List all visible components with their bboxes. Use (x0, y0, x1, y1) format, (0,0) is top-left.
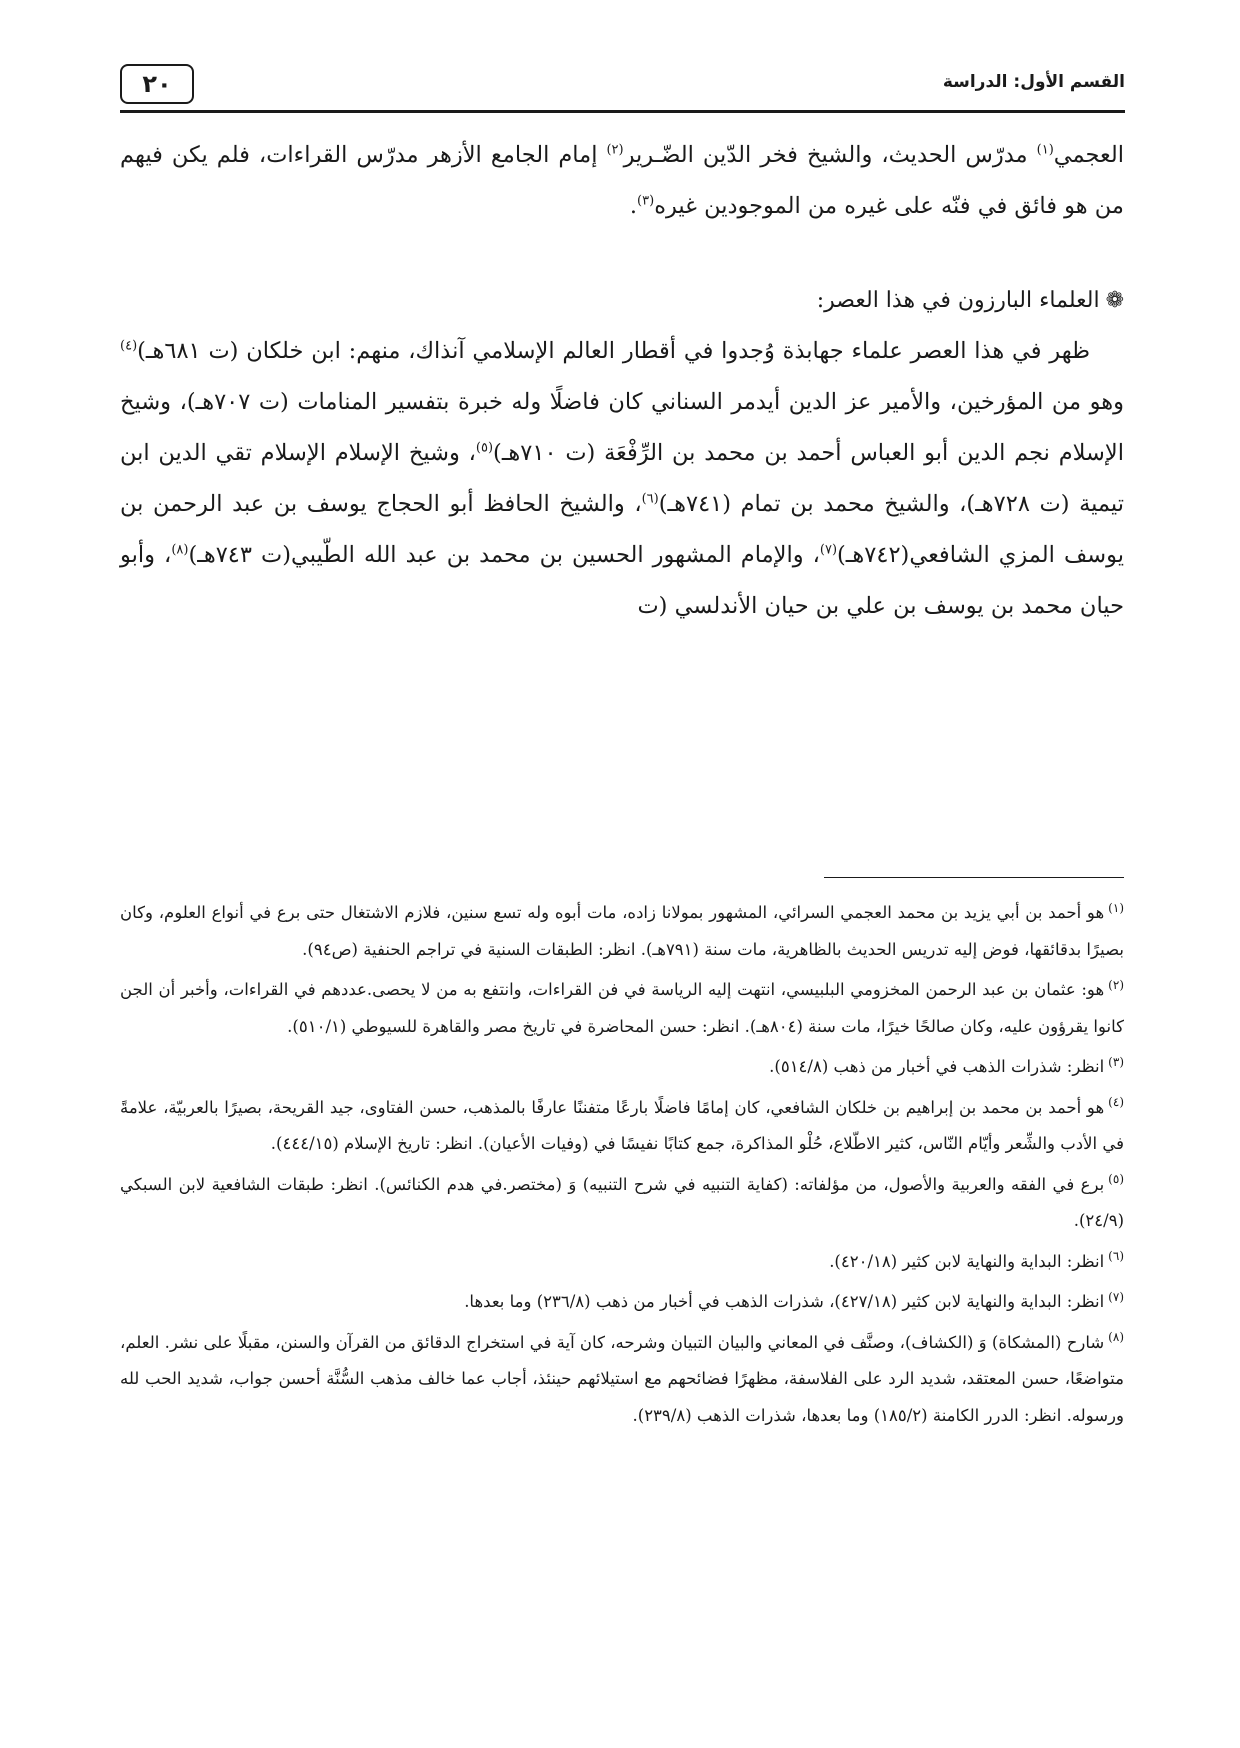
text-run: وهو من المؤرخين، والأمير عز الدين أيدمر السناني كان فاضلًا وله خبرة بتفسير المنامات (ت ٧٠٧هـ)، وشيخ الإسلام نجم الدين أبو العباس أحمد بن محمد بن الرِّفْعَة (ت ٧١٠هـ) (120, 389, 1124, 466)
paragraph-2 (120, 326, 1124, 632)
footnote-ref-5: (٥) (475, 440, 494, 456)
footnote-mark: (٧) (1108, 1289, 1124, 1304)
footnote-separator (824, 877, 1124, 878)
footnote-text: انظر: شذرات الذهب في أخبار من ذهب (٥١٤/٨). (769, 1057, 1105, 1076)
text-run: ، والشيخ الحافظ أبو الحجاج يوسف بن عبد الرحمن بن يوسف المزي الشافعي(٧٤٢هـ) (120, 491, 1124, 568)
main-text (120, 130, 1124, 632)
footnote-mark: (٤) (1108, 1095, 1124, 1109)
footnote-ref-2: (٢) (606, 142, 624, 158)
flower-icon: ❁ (1105, 288, 1124, 313)
footnote-4 (120, 1090, 1124, 1163)
text-run: إمام الجامع الأزهر مدرّس القراءات، فلم يكن فيهم من هو فائق في فنّه على غيره من الموجودين غيره (120, 142, 1124, 219)
footnote-text: هو: عثمان بن عبد الرحمن المخزومي البلبيسي، انتهت إليه الرياسة في فن القراءات، وانتفع به من لا يحصى.عددهم في القراءات، وأخبر أن الجن كانوا يقرؤون عليه، وكان صالحًا خيرًا، مات سنة (٨٠٤هـ). انظر: حسن المحاضرة في تاريخ مصر والقاهرة للسيوطي (٥١٠/١). (120, 980, 1124, 1036)
footnote-text: انظر: البداية والنهاية لابن كثير (٤٢٠/١٨). (829, 1251, 1105, 1271)
footnote-text: انظر: البداية والنهاية لابن كثير (٤٢٧/١٨)، شذرات الذهب في أخبار من ذهب (٢٣٦/٨) وما بعدها. (464, 1292, 1105, 1311)
footnote-mark: (١) (1108, 900, 1124, 915)
footnote-ref-3: (٣) (637, 193, 655, 209)
section-heading (120, 275, 1124, 326)
footnote-mark: (٦) (1108, 1249, 1124, 1263)
text-run: ، وشيخ الإسلام الإسلام تقي الدين ابن تيمية (ت ٧٢٨هـ)، والشيخ محمد بن تمام (٧٤١هـ) (120, 440, 1124, 517)
footnote-ref-4: (٤) (120, 338, 138, 354)
footnotes (120, 895, 1124, 1438)
footnote-text: شارح (المشكاة) وَ (الكشاف)، وصنَّف في المعاني والبيان التبيان وشرحه، كان آية في استخراج الدقائق من القرآن والسنن، مقبلًا على نشر. العلم، متواضعًا، حسن المعتقد، شديد الرد على الفلاسفة، مظهرًا فضائحهم مع استيلائهم حينئذ، أجاب عما خالف مذهب السُّنَّة أحسن جواب، شديد الحب لله ورسوله. انظر: الدرر الكامنة (١٨٥/٢) وما بعدها، شذرات الذهب (٢٣٩/٨). (120, 1332, 1124, 1425)
footnote-mark: (٢) (1108, 977, 1124, 992)
footnote-5 (120, 1167, 1124, 1240)
text-run: . (629, 193, 638, 219)
footnote-mark: (٨) (1108, 1330, 1124, 1344)
footnote-1 (120, 895, 1124, 968)
footnote-mark: (٥) (1108, 1172, 1124, 1186)
running-title: القسم الأول: الدراسة (942, 72, 1125, 92)
footnote-ref-6: (٦) (641, 491, 659, 507)
footnote-2 (120, 972, 1124, 1045)
section-heading-text: العلماء البارزون في هذا العصر: (816, 288, 1100, 313)
footnote-text: برع في الفقه والعربية والأصول، من مؤلفاته: (كفاية التنبيه في شرح التنبيه) وَ (مختصر.في هدم الكنائس). انظر: طبقات الشافعية لابن السبكي (٢٤/٩). (120, 1174, 1124, 1230)
page-number: ٢٠ (120, 64, 194, 104)
footnote-7 (120, 1284, 1124, 1321)
footnote-ref-8: (٨) (171, 542, 189, 558)
paragraph-1 (120, 130, 1124, 232)
footnote-8 (120, 1325, 1124, 1435)
footnote-ref-1: (١) (1036, 142, 1054, 158)
text-run: ، والإمام المشهور الحسين بن محمد بن عبد الله الطّيبي(ت ٧٤٣هـ) (188, 542, 820, 568)
text-run: ، وأبو حيان محمد بن يوسف بن علي بن حيان الأندلسي (ت (120, 542, 1124, 619)
page-header (120, 58, 1125, 112)
footnote-mark: (٣) (1108, 1054, 1124, 1069)
footnote-6 (120, 1244, 1124, 1281)
footnote-text: هو أحمد بن أبي يزيد بن محمد العجمي السرائي، المشهور بمولانا زاده، مات أبوه وله تسع سنين، فلازم الاشتغال حتى برع في أنواع العلوم، وكان بصيرًا بدقائقها، فوض إليه تدريس الحديث بالظاهرية، مات سنة (٧٩١هـ). انظر: الطبقات السنية في تراجم الحنفية (ص٩٤). (120, 903, 1124, 959)
text-run: العجمي (1053, 142, 1125, 168)
text-run: ظهر في هذا العصر علماء جهابذة وُجدوا في أقطار العالم الإسلامي آنذاك، منهم: ابن خلكان (ت ٦٨١هـ) (137, 338, 1090, 364)
footnote-3 (120, 1049, 1124, 1086)
footnote-ref-7: (٧) (819, 542, 838, 558)
header-rule (120, 110, 1125, 113)
footnote-text: هو أحمد بن محمد بن إبراهيم بن خلكان الشافعي، كان إمامًا فاضلًا بارعًا متفننًا عارفًا بالمذهب، حسن الفتاوى، جيد القريحة، بصيرًا بالعربيّة، علامةً في الأدب والشِّعر وأيّام النّاس، كثير الاطّلاع، حُلْو المذاكرة، جمع كتابًا نفيسًا في (وفيات الأعيان). انظر: تاريخ الإسلام (٤٤٤/١٥). (120, 1097, 1124, 1153)
text-run: مدرّس الحديث، والشيخ فخر الدّين الضّـرير (623, 142, 1037, 168)
